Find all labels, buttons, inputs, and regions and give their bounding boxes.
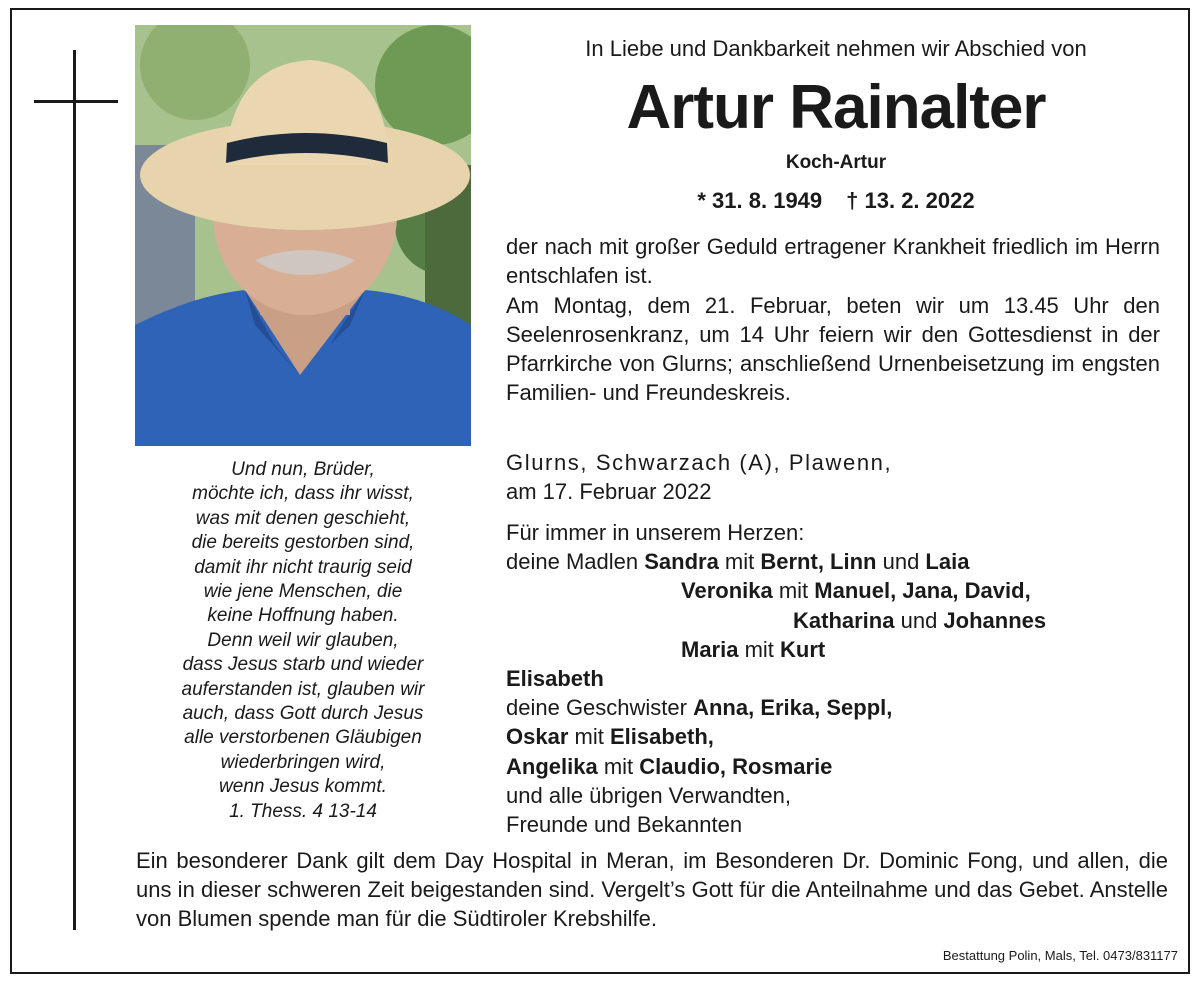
birth-date: * 31. 8. 1949 [697,188,823,213]
mourner-name: Veronika [681,578,773,604]
nickname: Koch-Artur [785,152,887,173]
mourner-row: Freunde und Bekannten [506,811,743,837]
verse-line: die bereits gestorben sind, [191,532,415,554]
verse-line: auferstanden ist, glauben wir [181,678,425,700]
mourner-name: Anna, Erika, Seppl, [693,695,893,721]
portrait-photo [135,25,471,446]
verse-line: Denn weil wir glauben, [207,629,399,651]
mourner-name: Claudio, Rosmarie [639,753,833,779]
deceased-name: Artur Rainalter [626,73,1046,142]
passing-paragraph: der nach mit großer Geduld ertragener Krankheit friedlich im Herrn entschlafen ist. [506,234,1160,288]
mourner-row [506,635,1166,664]
cross-icon [73,50,76,930]
thanks-paragraph: Ein besonderer Dank gilt dem Day Hospital in Meran, im Besonderen Dr. Dominic Fong, und allen, die uns in dieser schweren Zeit beigestanden sind. Vergelt’s Gott für die Anteilnahme und das Gebet. Anstelle von Blumen spende man für die Südtiroler Krebshilfe. [136,848,1168,931]
mourner-row [506,664,1166,693]
service-paragraph: Am Montag, dem 21. Februar, beten wir um 13.45 Uhr den Seelenrosenkranz, um 14 Uhr feiern wir den Gottesdienst in der Pfarrkirche von Glurns; anschließend Urnenbeisetzung im engsten Familien- und Freundeskreis. [506,293,1160,405]
mourner-name: Bernt, Linn [760,549,877,575]
mourner-text: mit [738,636,781,662]
mourner-name: Katharina [793,607,895,633]
service-text [506,291,1160,407]
mourner-text: mit [597,753,640,779]
verse-line: dass Jesus starb und wieder [182,654,424,676]
funeral-home: Bestattung Polin, Mals, Tel. 0473/831177 [942,948,1178,963]
date-line: am 17. Februar 2022 [506,479,712,504]
mourner-name: Maria [681,636,739,662]
verse-line: keine Hoffnung haben. [207,605,399,627]
verse-line: Und nun, Brüder, [231,459,375,480]
mourner-text: und [894,607,944,633]
verse-line: damit ihr nicht traurig seid [194,556,412,578]
mourner-name: Oskar [506,724,569,750]
mourner-name: Elisabeth [506,665,604,691]
mourner-name: Manuel, Jana, David, [814,578,1031,604]
death-date: † 13. 2. 2022 [846,188,975,213]
intro-line: In Liebe und Dankbarkeit nehmen wir Abschied von [585,36,1087,61]
mourner-row [506,722,1166,751]
mourners-heading: Für immer in unserem Herzen: [506,520,805,545]
mourner-text: und [876,549,926,575]
mourner-name: Sandra [644,549,719,575]
verse-line: wie jene Menschen, die [203,581,403,603]
cross-icon-bar [34,100,118,103]
verse-line: was mit denen geschieht, [195,507,411,529]
verse-reference: 1. Thess. 4 13-14 [229,800,377,822]
mourner-text: mit [568,724,610,750]
mourner-name: Angelika [506,753,598,779]
mourner-row [506,606,1166,635]
verse-line: wiederbringen wird, [220,751,386,773]
mourner-name: Elisabeth, [609,724,714,750]
mourner-row [506,752,1166,781]
place-line: Glurns, Schwarzach (A), Plawenn, [506,450,893,475]
mourner-row: und alle übrigen Verwandten, [506,782,791,808]
mourner-text: mit [718,549,761,575]
mourner-text: deine Madlen [506,549,645,575]
verse-line: auch, dass Gott durch Jesus [182,703,424,725]
mourner-row [506,693,1166,722]
place-date [506,448,1160,506]
verse-line: alle verstorbenen Gläubigen [184,727,422,749]
verse-line: wenn Jesus kommt. [219,776,387,798]
mourner-text: mit [772,578,815,604]
mourner-name: Johannes [943,607,1047,633]
mourner-name: Kurt [780,636,826,662]
bible-verse [140,458,466,824]
life-dates [506,188,1166,214]
passing-text [506,232,1160,290]
mourner-name: Laia [925,549,970,575]
verse-line: möchte ich, dass ihr wisst, [192,483,414,505]
mourner-row [506,576,1166,605]
mourner-text: deine Geschwister [506,695,694,721]
mourners-list [506,518,1166,839]
mourner-row [506,547,1166,576]
